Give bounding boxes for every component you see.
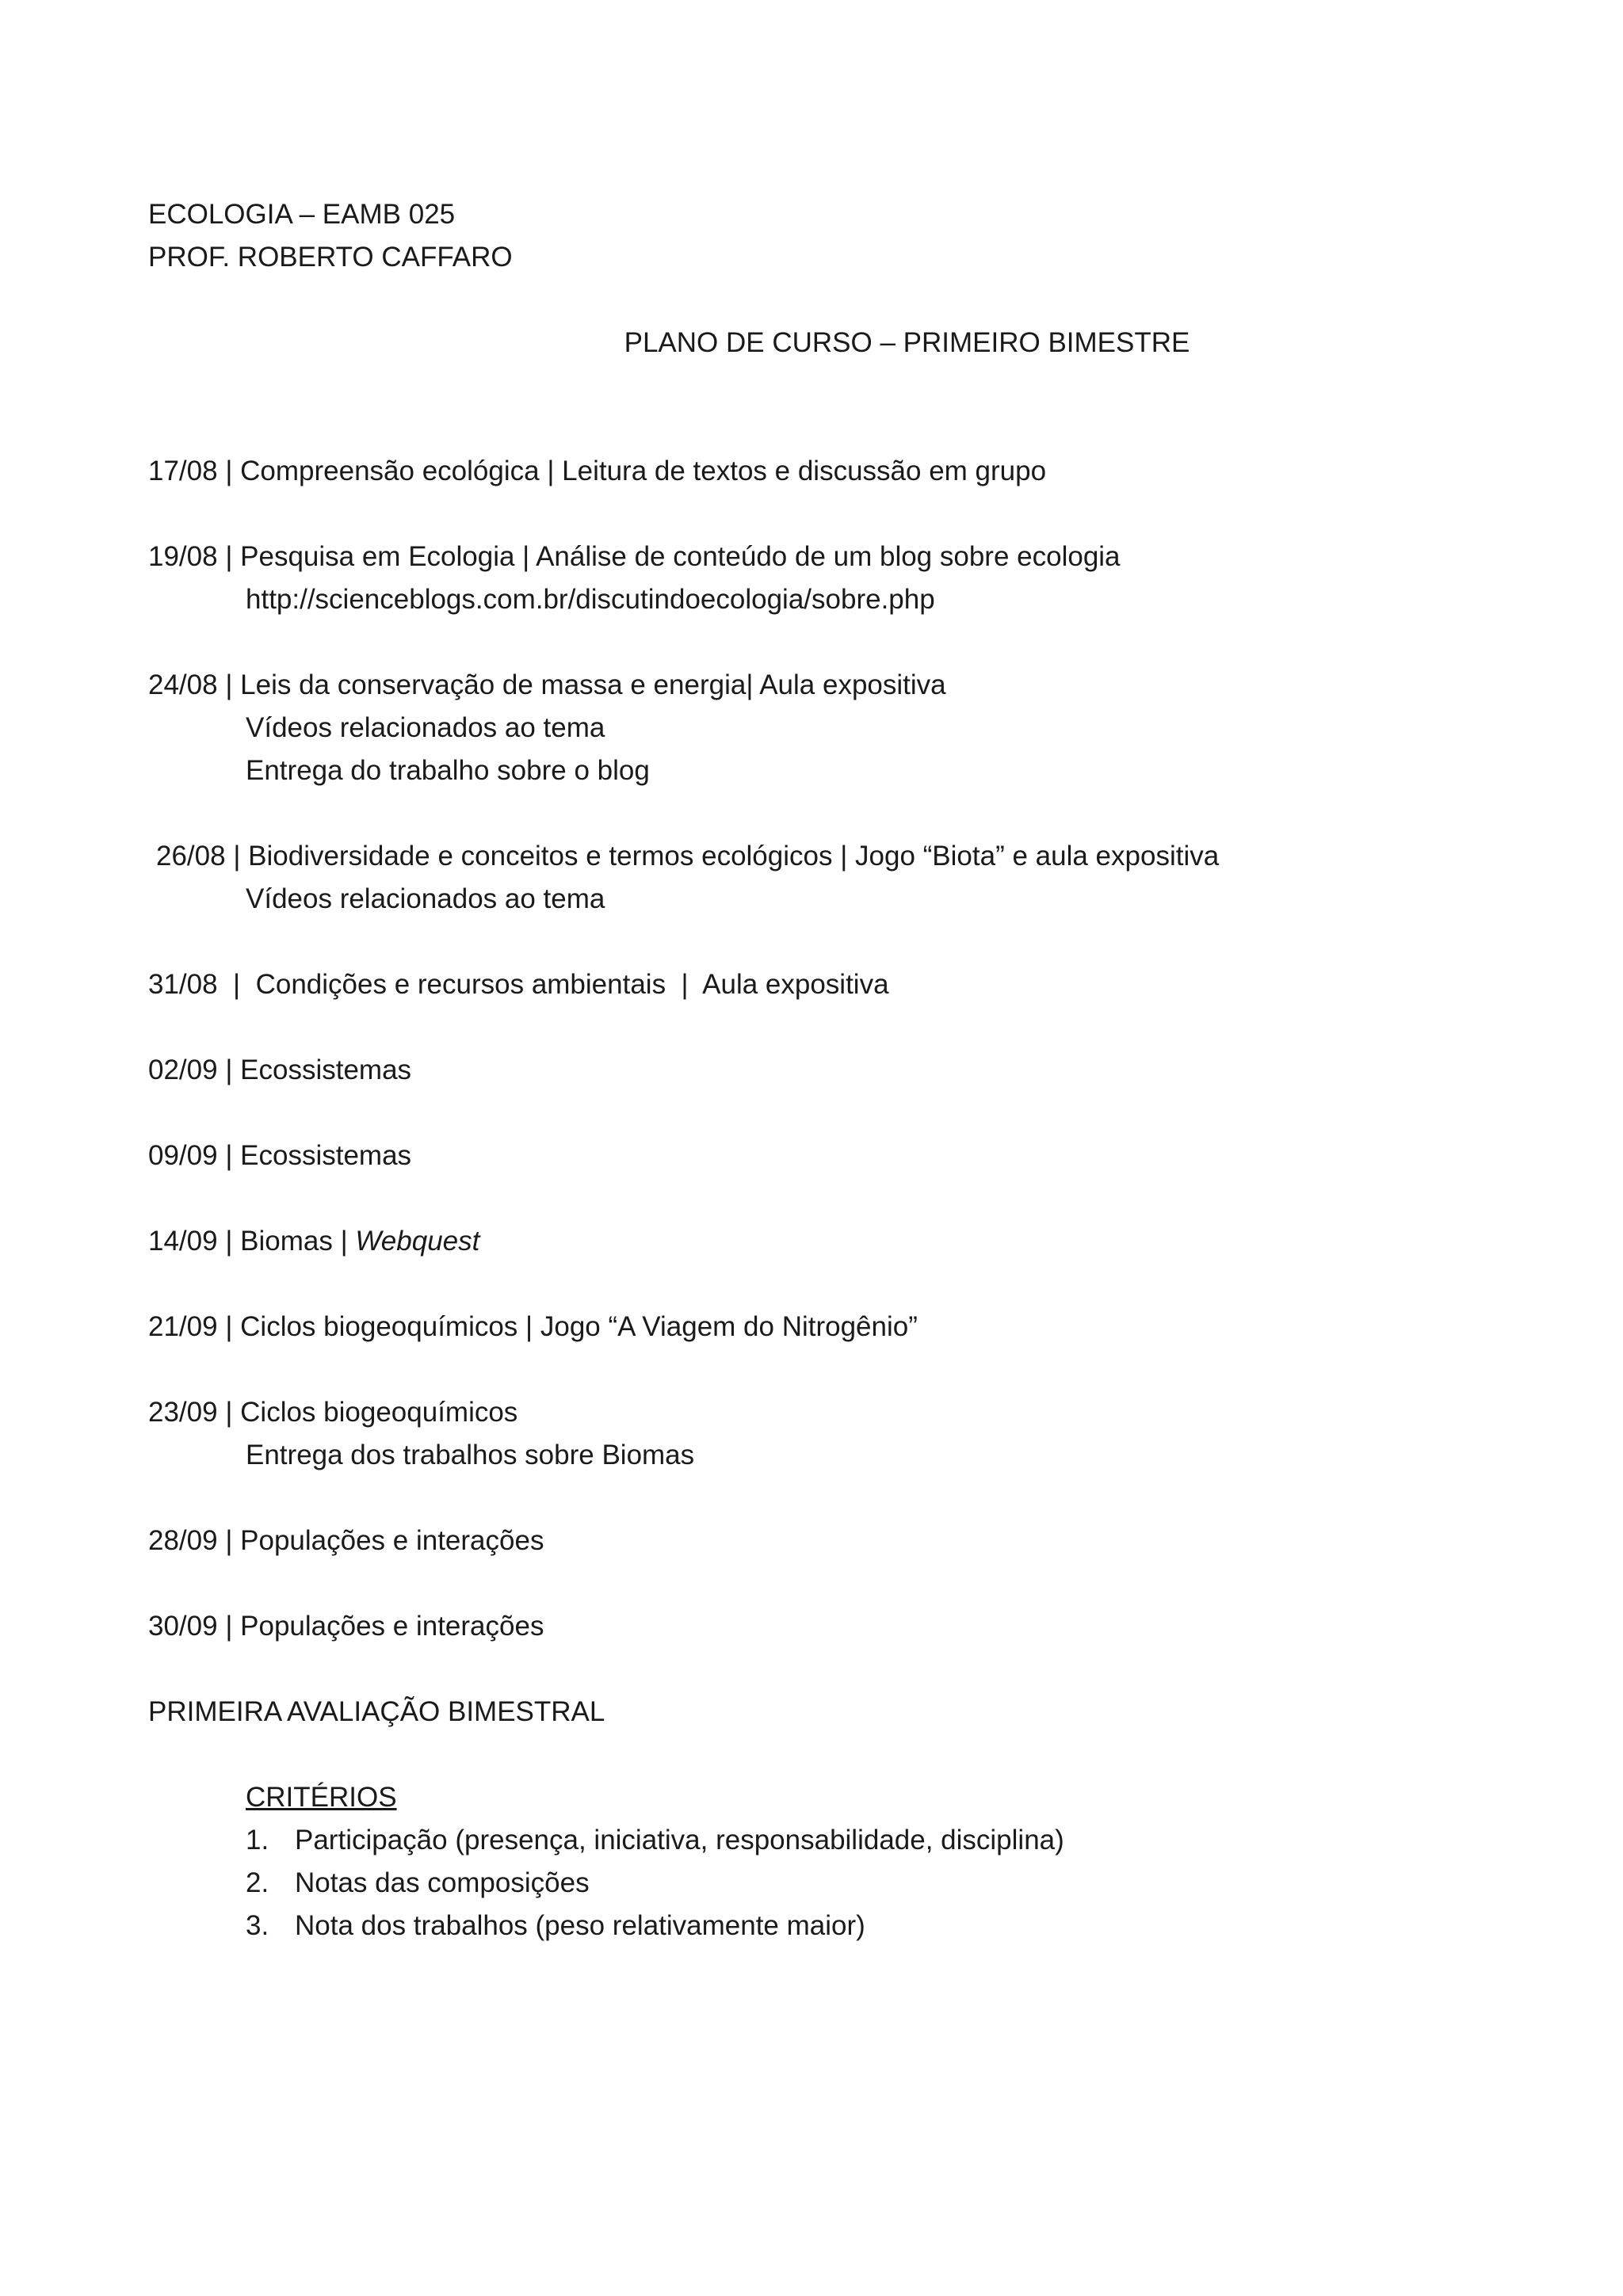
criteria-heading: CRITÉRIOS (246, 1782, 397, 1813)
entry-topic: Biodiversidade e conceitos e termos ecológicos (248, 841, 833, 871)
entry-date: 26/08 (156, 841, 226, 871)
criteria-section (148, 1776, 1495, 1947)
schedule-entry (148, 1391, 1495, 1477)
schedule-entry (148, 1520, 1495, 1562)
course-code: ECOLOGIA – EAMB 025 (148, 199, 456, 230)
schedule-entry (148, 1306, 1495, 1348)
entry-detail-link: http://scienceblogs.com.br/discutindoecologia/sobre.php (246, 584, 935, 615)
entry-topic: Populações e interações (240, 1525, 544, 1556)
entry-activity: Jogo “Biota” e aula expositiva (855, 841, 1220, 871)
entry-topic: Ecossistemas (240, 1140, 412, 1171)
entry-topic: Ciclos biogeoquímicos (240, 1397, 518, 1428)
schedule-entry (148, 664, 1495, 792)
criteria-text: Participação (presença, iniciativa, responsabilidade, disciplina) (295, 1825, 1064, 1855)
entry-detail: Entrega dos trabalhos sobre Biomas (246, 1440, 695, 1470)
separator: | (217, 1611, 241, 1642)
entry-activity: Leitura de textos e discussão em grupo (562, 456, 1047, 486)
document-page (148, 193, 1495, 1947)
entry-main-line (148, 1220, 1495, 1263)
separator: | (217, 1226, 241, 1257)
entry-main-line (148, 450, 1495, 493)
criteria-number: 2. (246, 1867, 269, 1898)
entry-topic: Pesquisa em Ecologia (240, 541, 515, 572)
separator: | (225, 841, 249, 871)
entry-date: 31/08 (148, 969, 218, 1000)
entry-date: 30/09 (148, 1611, 218, 1642)
schedule-entry (148, 835, 1495, 921)
entry-topic: Leis da conservação de massa e energia (240, 669, 747, 700)
entry-topic: Ciclos biogeoquímicos (240, 1311, 518, 1342)
entry-main-line (148, 1049, 1495, 1092)
separator: | (217, 1055, 241, 1085)
entry-main-line (148, 963, 1495, 1006)
entry-date: 17/08 (148, 456, 218, 486)
entry-date: 24/08 (148, 669, 218, 700)
schedule-entry (148, 1220, 1495, 1263)
separator: | (217, 669, 241, 700)
professor-name: PROF. ROBERTO CAFFARO (148, 242, 513, 273)
entry-date: 28/09 (148, 1525, 218, 1556)
entry-main-line (148, 664, 1495, 707)
schedule-entry (148, 536, 1495, 621)
separator: | (217, 456, 241, 486)
entry-date: 02/09 (148, 1055, 218, 1085)
criteria-item (246, 1819, 1495, 1862)
entry-topic: Ecossistemas (240, 1055, 412, 1085)
schedule-entry (148, 963, 1495, 1006)
entry-topic: Populações e interações (240, 1611, 544, 1642)
criteria-text: Nota dos trabalhos (peso relativamente maior) (295, 1910, 865, 1941)
entry-main-line (148, 536, 1495, 578)
criteria-item (246, 1905, 1495, 1947)
separator: | (217, 1140, 241, 1171)
criteria-number: 1. (246, 1825, 269, 1855)
separator: | (217, 969, 256, 1000)
entry-topic: Condições e recursos ambientais (255, 969, 666, 1000)
entry-activity: Aula expositiva (759, 669, 946, 700)
schedule-entry (148, 1049, 1495, 1092)
separator: | (514, 541, 537, 572)
document-title: PLANO DE CURSO – PRIMEIRO BIMESTRE (624, 327, 1190, 358)
schedule-entry (148, 1135, 1495, 1177)
separator: | (832, 841, 856, 871)
entry-date: 21/09 (148, 1311, 218, 1342)
entry-topic: Biomas (240, 1226, 333, 1257)
schedule-list (148, 450, 1495, 1648)
entry-date: 23/09 (148, 1397, 218, 1428)
entry-date: 09/09 (148, 1140, 218, 1171)
separator: | (517, 1311, 540, 1342)
separator: | (332, 1226, 356, 1257)
separator: | (217, 1311, 241, 1342)
entry-date: 19/08 (148, 541, 218, 572)
criteria-number: 3. (246, 1910, 269, 1941)
entry-topic: Compreensão ecológica (240, 456, 540, 486)
entry-main-line (148, 1391, 1495, 1434)
entry-main-line (148, 835, 1495, 878)
entry-main-line (148, 1520, 1495, 1562)
entry-activity: Webquest (355, 1226, 480, 1257)
entry-activity: Análise de conteúdo de um blog sobre ecologia (536, 541, 1121, 572)
criteria-text: Notas das composições (295, 1867, 590, 1898)
separator: | (746, 669, 760, 700)
separator: | (217, 1525, 241, 1556)
separator: | (217, 1397, 241, 1428)
schedule-entry (148, 1605, 1495, 1648)
separator: | (217, 541, 241, 572)
entry-main-line (148, 1306, 1495, 1348)
entry-detail: Vídeos relacionados ao tema (246, 712, 605, 743)
separator: | (666, 969, 703, 1000)
entry-main-line (148, 1135, 1495, 1177)
criteria-item (246, 1862, 1495, 1905)
entry-detail: Vídeos relacionados ao tema (246, 883, 605, 914)
schedule-entry (148, 450, 1495, 493)
evaluation-heading: PRIMEIRA AVALIAÇÃO BIMESTRAL (148, 1696, 605, 1727)
entry-main-line (148, 1605, 1495, 1648)
entry-activity: Jogo “A Viagem do Nitrogênio” (540, 1311, 918, 1342)
entry-date: 14/09 (148, 1226, 218, 1257)
entry-activity: Aula expositiva (702, 969, 889, 1000)
separator: | (539, 456, 563, 486)
entry-detail: Entrega do trabalho sobre o blog (246, 755, 650, 786)
